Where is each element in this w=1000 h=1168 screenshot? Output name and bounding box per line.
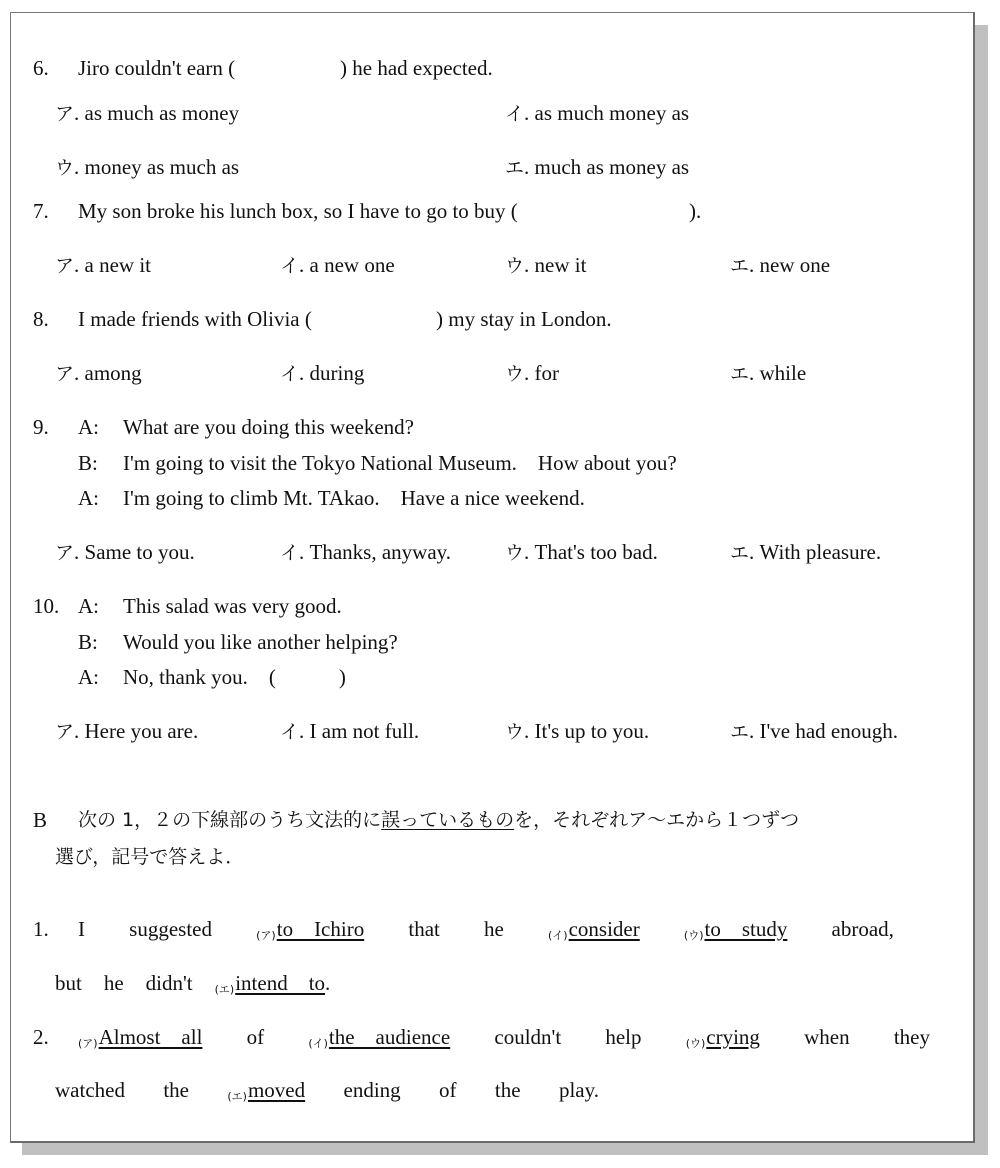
question-stem-after: ) he had expected.: [340, 56, 493, 80]
option-text: . I've had enough.: [749, 719, 899, 743]
part-marker: (ア): [256, 929, 276, 942]
word: play.: [558, 1078, 599, 1102]
option-b[interactable]: [280, 719, 419, 744]
punctuation: .: [325, 971, 331, 995]
question-stem-after: ) my stay in London.: [436, 307, 612, 331]
item-line: [78, 1025, 930, 1056]
question-stem-before: I made friends with Olivia (: [78, 307, 312, 331]
question-number: 7.: [33, 199, 49, 223]
dialogue-line: I'm going to visit the Tokyo National Museum. How about you?: [123, 451, 677, 475]
item-number: 1.: [33, 917, 49, 941]
word: of: [439, 1078, 457, 1102]
option-mark: ウ: [505, 542, 525, 564]
underlined-text: intend to: [235, 971, 326, 995]
option-a[interactable]: [55, 101, 239, 126]
option-text: . Thanks, anyway.: [299, 540, 452, 564]
instruction-text: を，それぞれア～エから１つずつ: [514, 809, 800, 831]
option-b[interactable]: [280, 361, 364, 386]
option-text: . a new it: [74, 253, 151, 277]
option-mark: ウ: [505, 363, 525, 385]
option-text: . That's too bad.: [524, 540, 658, 564]
underlined-text: crying: [706, 1025, 760, 1049]
underlined-part-b[interactable]: [308, 1025, 450, 1056]
part-marker: (エ): [214, 983, 235, 996]
word: he: [484, 917, 504, 941]
question-number: 6.: [33, 56, 49, 80]
option-mark: ア: [55, 542, 75, 564]
word: but: [55, 971, 82, 995]
underlined-text: to Ichiro: [276, 917, 365, 941]
option-a[interactable]: [55, 253, 151, 278]
option-text: . among: [74, 361, 142, 385]
dialogue-speaker: A:: [78, 665, 99, 689]
option-c[interactable]: [505, 361, 559, 386]
option-c[interactable]: [505, 253, 586, 278]
dialogue-line: What are you doing this weekend?: [123, 415, 414, 439]
option-c[interactable]: [505, 719, 649, 744]
option-text: . as much money as: [524, 101, 690, 125]
dialogue-line: I'm going to climb Mt. TAkao. Have a nice weekend.: [123, 486, 585, 510]
option-text: . during: [299, 361, 365, 385]
underlined-text: moved: [247, 1078, 306, 1102]
underlined-part-d[interactable]: [227, 1078, 305, 1109]
underlined-text: the audience: [328, 1025, 451, 1049]
part-marker: (イ): [548, 929, 568, 942]
question-stem-after: ).: [689, 199, 702, 223]
option-mark: ウ: [505, 721, 525, 743]
item-line: [78, 917, 894, 948]
word: couldn't: [494, 1025, 562, 1049]
option-text: . a new one: [299, 253, 395, 277]
option-mark: イ: [280, 363, 300, 385]
word: he: [103, 971, 124, 995]
option-mark: イ: [280, 721, 300, 743]
option-text: . Same to you.: [74, 540, 195, 564]
section-instruction: [78, 808, 799, 832]
word: that: [408, 917, 440, 941]
option-mark: イ: [280, 542, 300, 564]
dialogue-line: Would you like another helping?: [123, 630, 398, 654]
word: ending: [343, 1078, 401, 1102]
part-marker: (ア): [78, 1037, 98, 1050]
option-a[interactable]: [55, 719, 198, 744]
option-mark: ア: [55, 721, 75, 743]
option-mark: イ: [280, 255, 300, 277]
option-mark: イ: [505, 103, 525, 125]
option-text: . I am not full.: [299, 719, 420, 743]
option-d[interactable]: [730, 361, 806, 386]
question-number: 8.: [33, 307, 49, 331]
option-mark: エ: [505, 157, 525, 179]
dialogue-speaker: B:: [78, 630, 98, 654]
option-text: . while: [749, 361, 807, 385]
underlined-part-a[interactable]: [78, 1025, 202, 1056]
word: they: [893, 1025, 930, 1049]
option-text: . Here you are.: [74, 719, 199, 743]
underlined-part-d[interactable]: [215, 971, 325, 995]
option-mark: ア: [55, 255, 75, 277]
option-mark: エ: [730, 721, 750, 743]
option-text: . new one: [749, 253, 831, 277]
option-a[interactable]: [55, 361, 142, 386]
option-d[interactable]: [730, 719, 898, 744]
part-marker: (エ): [227, 1090, 247, 1103]
underlined-text: to study: [704, 917, 788, 941]
word: suggested: [129, 917, 212, 941]
option-mark: ウ: [505, 255, 525, 277]
instruction-emphasis: 誤っているもの: [381, 809, 515, 831]
word: help: [605, 1025, 642, 1049]
instruction-text: 次の 1，２の下線部のうち文法的に: [78, 809, 382, 831]
dialogue-line: No, thank you. ( ): [123, 665, 346, 689]
option-text: . With pleasure.: [749, 540, 882, 564]
dialogue-speaker: A:: [78, 415, 99, 439]
section-instruction-line2: 選び，記号で答えよ．: [55, 846, 245, 868]
option-c[interactable]: [505, 540, 658, 565]
question-number: 9.: [33, 415, 49, 439]
item-line: [55, 1078, 599, 1109]
word: I: [78, 917, 85, 941]
underlined-part-b[interactable]: [548, 917, 640, 948]
question-number: 10.: [33, 594, 60, 618]
underlined-text: consider: [568, 917, 640, 941]
underlined-part-a[interactable]: [256, 917, 364, 948]
option-d[interactable]: [730, 540, 881, 565]
option-text: . for: [524, 361, 560, 385]
word: the: [494, 1078, 521, 1102]
option-b[interactable]: [280, 540, 451, 565]
option-d[interactable]: [730, 253, 830, 278]
option-text: . new it: [524, 253, 587, 277]
option-text: . money as much as: [74, 155, 240, 179]
option-a[interactable]: [55, 540, 195, 565]
option-d[interactable]: [505, 155, 689, 180]
option-c[interactable]: [55, 155, 239, 180]
option-b[interactable]: [505, 101, 689, 126]
word: abroad,: [831, 917, 894, 941]
option-text: . It's up to you.: [524, 719, 650, 743]
option-b[interactable]: [280, 253, 395, 278]
underlined-part-c[interactable]: [684, 917, 787, 948]
question-stem-before: My son broke his lunch box, so I have to go to buy (: [78, 199, 518, 223]
option-mark: エ: [730, 363, 750, 385]
option-mark: ア: [55, 363, 75, 385]
part-marker: (ウ): [685, 1037, 706, 1050]
word: didn't: [145, 971, 193, 995]
word: watched: [55, 1078, 125, 1102]
question-stem-before: Jiro couldn't earn (: [78, 56, 236, 80]
word: when: [804, 1025, 850, 1049]
option-text: . as much as money: [74, 101, 240, 125]
underlined-part-c[interactable]: [686, 1025, 760, 1056]
dialogue-line: This salad was very good.: [123, 594, 342, 618]
dialogue-speaker: A:: [78, 594, 99, 618]
dialogue-speaker: A:: [78, 486, 99, 510]
underlined-text: Almost all: [98, 1025, 203, 1049]
word: the: [163, 1078, 189, 1102]
option-mark: エ: [730, 542, 750, 564]
option-text: . much as money as: [524, 155, 690, 179]
option-mark: エ: [730, 255, 750, 277]
section-label: B: [33, 808, 48, 832]
dialogue-speaker: B:: [78, 451, 98, 475]
part-marker: (ウ): [683, 929, 704, 942]
item-line: [55, 971, 330, 1002]
option-mark: ア: [55, 103, 75, 125]
option-mark: ウ: [55, 157, 75, 179]
item-number: 2.: [33, 1025, 49, 1049]
word: of: [246, 1025, 265, 1049]
part-marker: (イ): [308, 1037, 328, 1050]
